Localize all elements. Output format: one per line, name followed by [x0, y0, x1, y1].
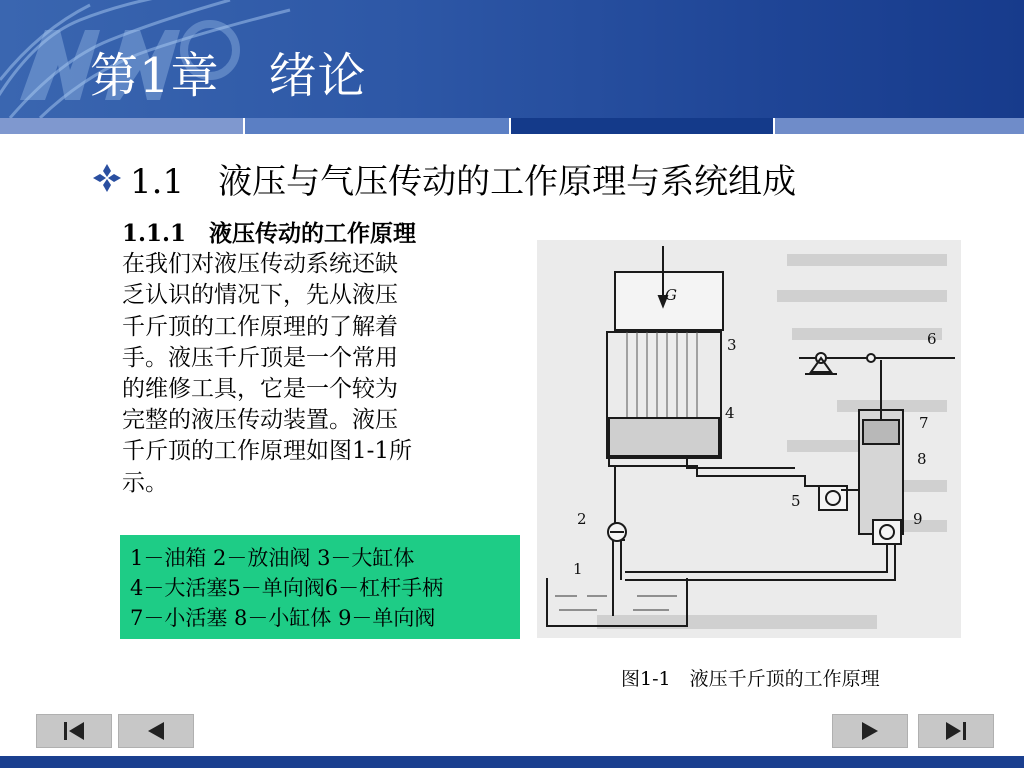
body-line: 手。液压千斤顶是一个常用: [122, 344, 398, 371]
legend-line: 1－油箱 2－放油阀 3－大缸体: [130, 546, 415, 570]
part-label: 5: [791, 492, 801, 510]
diamond-bullet-icon: [92, 163, 122, 193]
skip-last-icon: [942, 720, 970, 742]
body-line: 完整的液压传动装置。液压: [122, 407, 398, 434]
previous-icon: [142, 720, 170, 742]
part-label: 8: [917, 450, 927, 468]
hydraulic-jack-diagram: [537, 240, 961, 638]
legend-line: 4－大活塞5－单向阀6－杠杆手柄: [130, 576, 444, 600]
subsection-heading: 1.1.1 液压传动的工作原理: [122, 220, 417, 247]
footer-bar: [0, 756, 1024, 768]
page-title: 第1章 绪论: [90, 48, 367, 104]
part-label: 2: [577, 510, 587, 528]
legend-box: [120, 535, 520, 639]
header-divider: [0, 118, 1024, 134]
body-line: 千斤顶的工作原理如图1-1所: [122, 438, 413, 465]
body-line: 的维修工具，它是一个较为: [122, 376, 398, 403]
next-icon: [856, 720, 884, 742]
body-line: 示。: [122, 469, 168, 496]
first-slide-button[interactable]: [36, 714, 112, 748]
part-label: 6: [927, 330, 937, 348]
part-label: 7: [919, 414, 929, 432]
figure-caption: 图1-1 液压千斤顶的工作原理: [621, 668, 880, 690]
part-label: 9: [913, 510, 923, 528]
body-paragraph: [122, 218, 490, 499]
section-heading-text: 1.1 液压与气压传动的工作原理与系统组成: [130, 161, 797, 202]
part-label: 4: [725, 404, 735, 422]
part-label: 3: [727, 336, 737, 354]
body-line: 乏认识的情况下，先从液压: [122, 282, 398, 309]
load-label: G: [665, 286, 677, 304]
legend-line: 7－小活塞 8－小缸体 9－单向阀: [130, 606, 436, 630]
skip-first-icon: [60, 720, 88, 742]
body-line: 千斤顶的工作原理的了解着: [122, 313, 398, 340]
last-slide-button[interactable]: [918, 714, 994, 748]
body-line: 在我们对液压传动系统还缺: [122, 251, 398, 278]
part-label: 1: [573, 560, 583, 578]
title-bar: [0, 0, 1024, 118]
next-slide-button[interactable]: [832, 714, 908, 748]
previous-slide-button[interactable]: [118, 714, 194, 748]
section-heading: [92, 156, 796, 200]
